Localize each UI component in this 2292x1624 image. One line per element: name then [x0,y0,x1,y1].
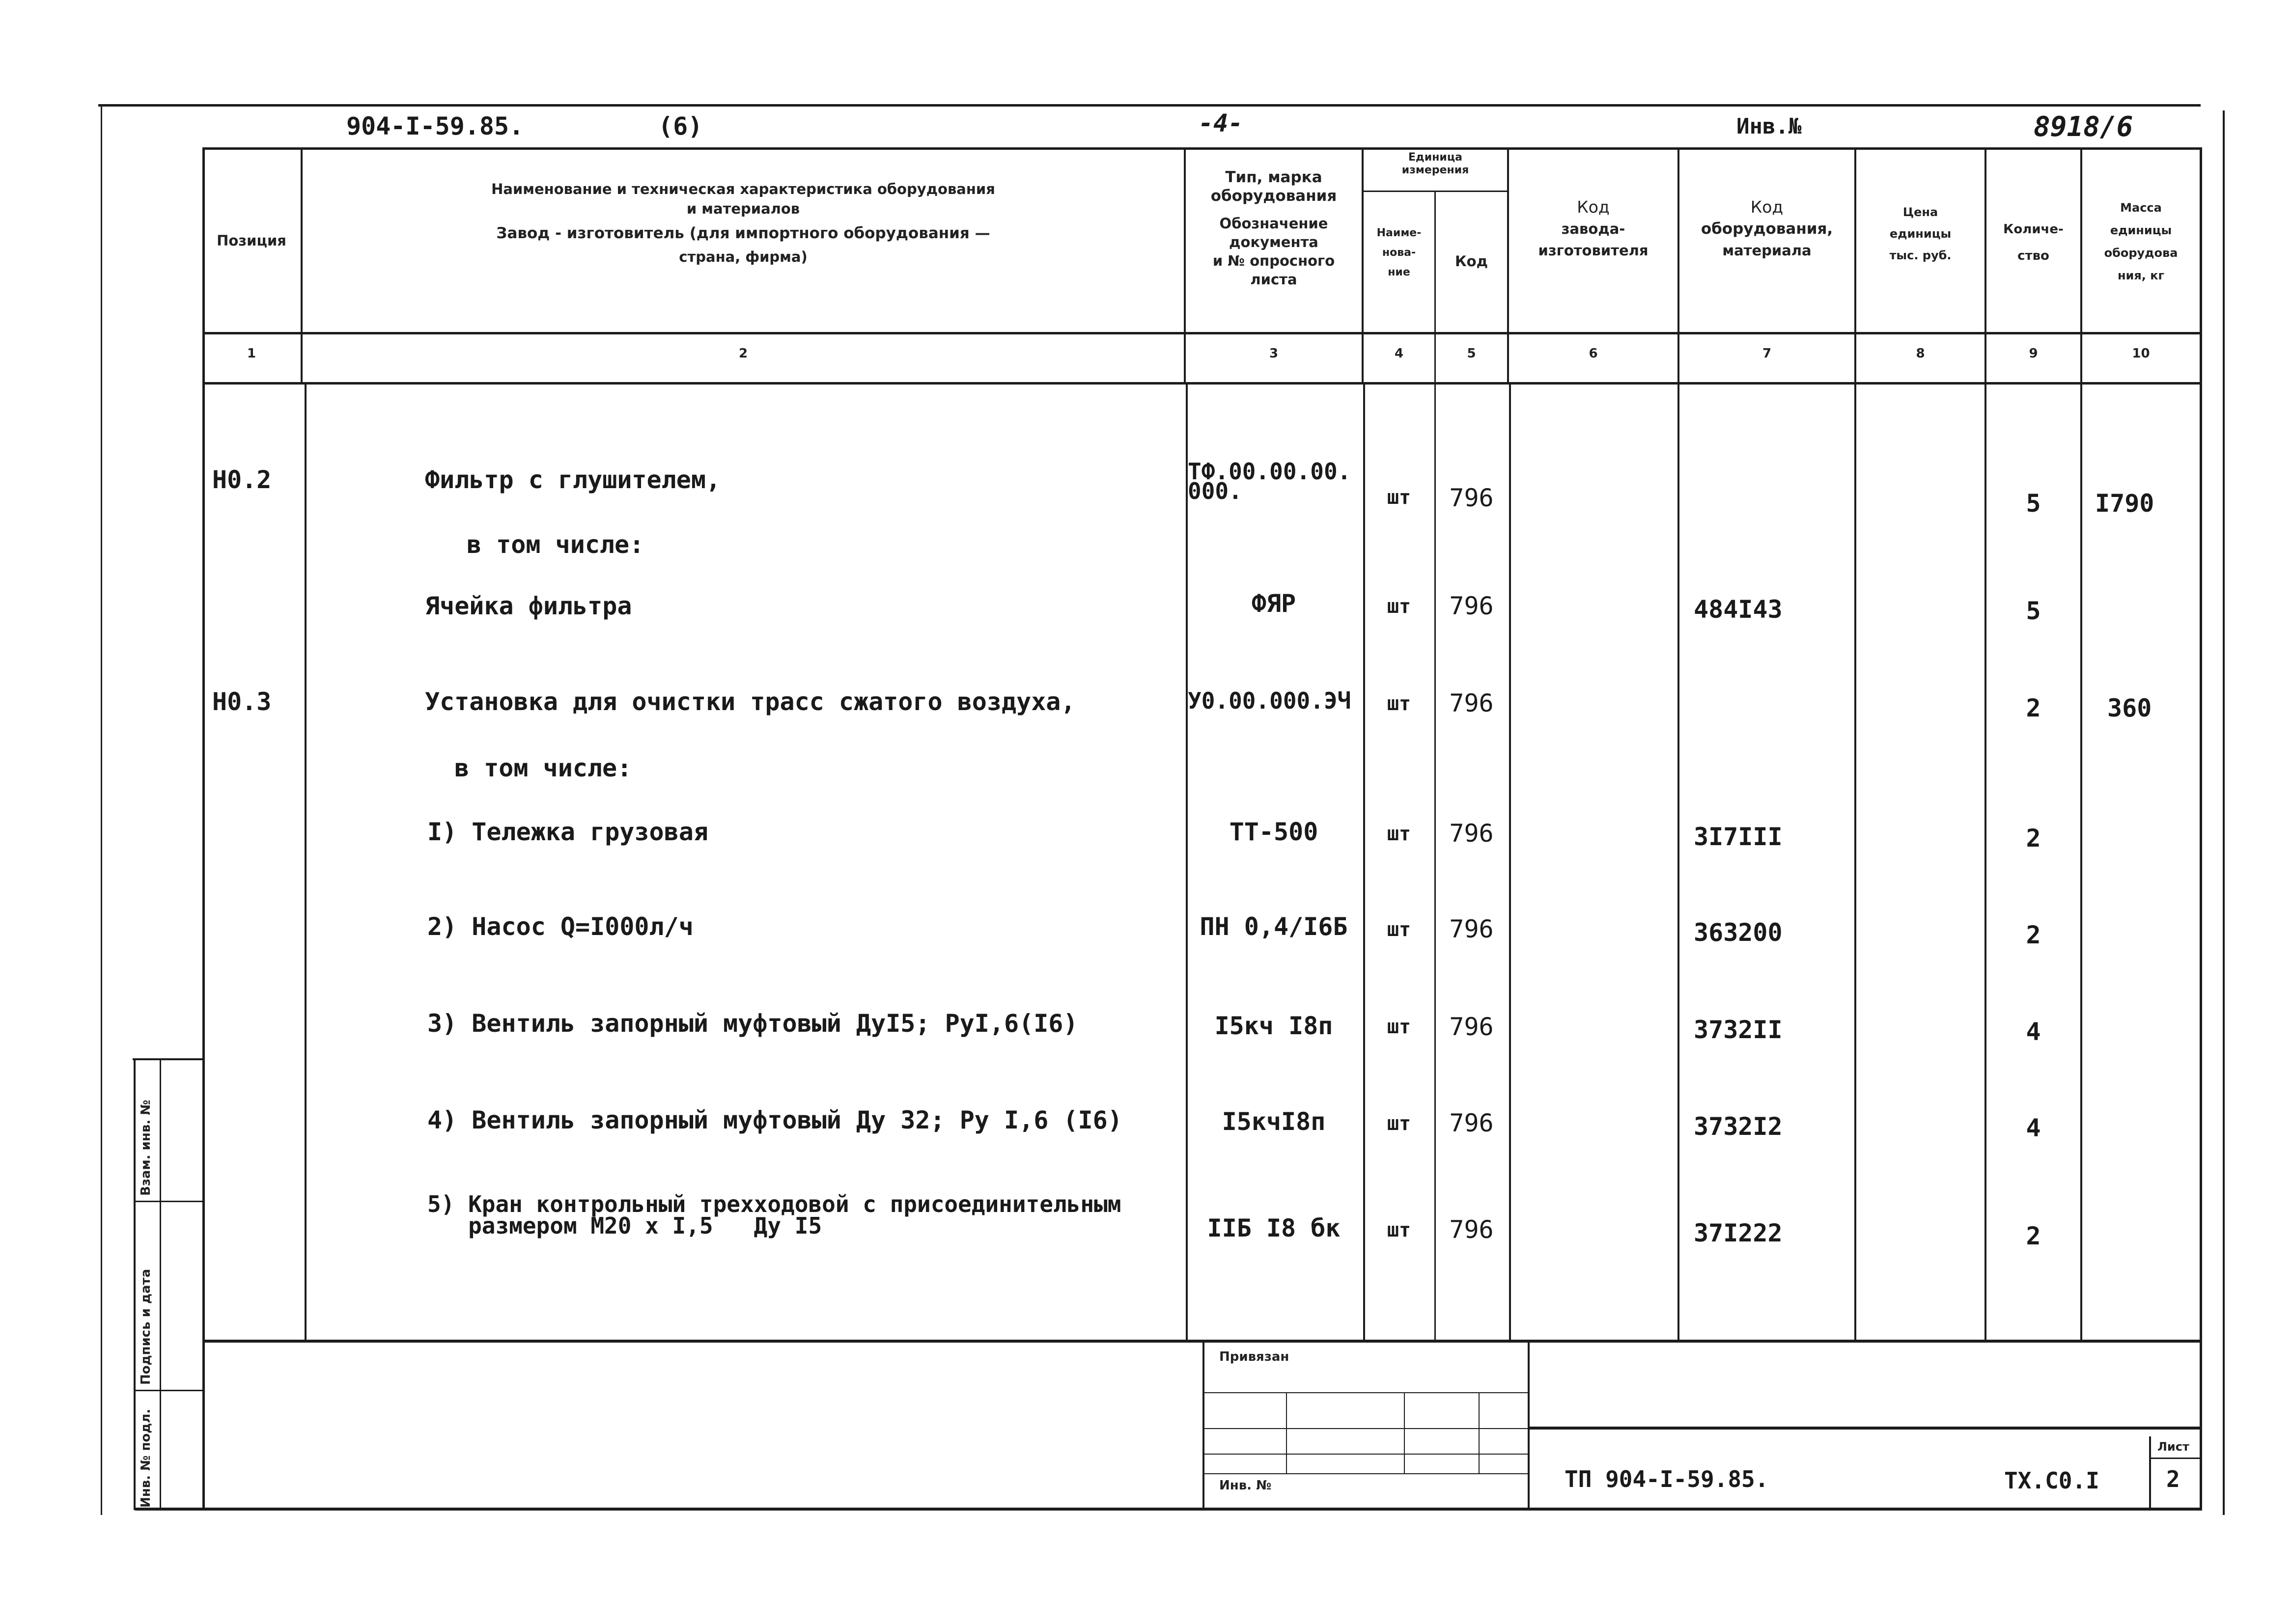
row-material-code: 3732II [1694,1016,1783,1044]
col-line [2080,385,2082,1341]
row-type: У0.00.000.ЭЧ [1188,688,1351,714]
colnum: 6 [1589,346,1598,361]
colnum-rule [202,382,2202,385]
col-line [1854,385,1856,1341]
header-line: Завод - изготовитель (для импортного оборудования — [496,224,990,242]
row-name: 2) Насос Q=I000л/ч [427,912,694,941]
row-mass: 360 [2107,694,2152,722]
row-type: ПН 0,4/I6Б [1200,912,1348,941]
header-line: Наименование и техническая характеристика оборудования [491,181,995,197]
linked-block-right [1528,1340,1530,1509]
sheet-number: 2 [2166,1466,2180,1492]
row-name: I) Тележка грузовая [427,818,708,846]
row-unit: шт [1387,823,1411,845]
header-line: единицы [2110,223,2172,237]
colnum: 1 [247,346,256,361]
row-unit-code: 796 [1449,689,1494,717]
title-block-rule [1528,1427,2202,1430]
stamp-signature-date: Подпись и дата [139,1268,153,1385]
row-name: Ячейка фильтра [425,592,632,620]
sheet-label: Лист [2157,1440,2189,1454]
row-name: 3) Вентиль запорный муфтовый ДуI5; РуI,6(I6) [427,1009,1078,1038]
colnum: 2 [738,346,748,361]
row-unit: шт [1387,486,1411,509]
colnum: 10 [2132,346,2150,361]
linked-row [1204,1473,1528,1474]
row-unit: шт [1387,692,1411,715]
col-line [1509,385,1511,1341]
footer-sheet-code: ТХ.С0.I [2004,1467,2099,1494]
header-line: листа [1250,271,1297,288]
row-material-code: 484I43 [1694,595,1783,624]
header-price [1856,201,1985,266]
col-line [1434,385,1436,1341]
sheet-cell-left [2149,1436,2151,1509]
row-name: 4) Вентиль запорный муфтовый Ду 32; Ру I,6 (I6) [427,1106,1122,1134]
colnum: 8 [1916,346,1925,361]
col-line [1363,385,1365,1341]
left-margin-rule [101,106,102,1515]
header-type [1186,168,1362,289]
header-material-code [1679,196,1854,261]
row-name: в том числе: [454,754,632,782]
col-line [1677,385,1679,1341]
row-type: ТФ.00.00.00. 000. [1188,458,1351,504]
frame-right [2200,147,2202,1510]
top-rule [98,104,2201,107]
header-line: документа [1229,234,1318,250]
header-line: ния, кг [2117,269,2165,282]
header-line: нова- [1382,247,1416,259]
row-position: Н0.2 [212,466,272,494]
page-number: -4- [1199,109,1243,138]
header-position: Позиция [217,232,286,249]
colnum: 9 [2029,346,2038,361]
frame-top [202,147,2202,150]
row-position: Н0.3 [212,688,272,716]
header-rule [202,332,2202,334]
col-line [305,385,307,1341]
row-name: Установка для очистки трасс сжатого воздуха, [425,688,1076,716]
row-type: I5кчI8п [1222,1107,1326,1136]
header-quantity [1986,216,2080,269]
linked-col [1286,1392,1287,1473]
row-quantity: 2 [2026,1222,2041,1250]
body-bottom-rule [202,1340,2202,1343]
right-margin-rule [2223,110,2225,1515]
col-line [1985,385,1986,1341]
header-line: оборудования, [1701,220,1833,238]
row-material-code: 3732I2 [1694,1112,1783,1141]
row-quantity: 2 [2026,824,2041,853]
header-line: Наиме- [1376,227,1422,239]
row-type: IIБ I8 бк [1207,1214,1341,1242]
header-line: Количе- [2003,222,2064,237]
row-unit-code: 796 [1449,484,1494,512]
colnum: 7 [1762,346,1772,361]
header-name [303,179,1184,267]
header-unit-group [1364,151,1507,177]
linked-label: Привязан [1219,1349,1289,1364]
inv-label: Инв.№ [1736,114,1802,139]
header-line: измерения [1401,164,1469,176]
row-unit: шт [1387,1016,1411,1038]
sheet-cell-top [2149,1458,2202,1459]
row-name: Фильтр с глушителем, [425,466,721,494]
linked-col [1404,1392,1405,1473]
stamp-div1 [134,1201,204,1202]
col-line [1186,385,1188,1341]
row-name: в том числе: [467,530,644,559]
header-line: тыс. руб. [1889,248,1952,262]
linked-col [1479,1392,1480,1473]
row-unit: шт [1387,595,1411,618]
header-line: изготовителя [1538,242,1649,259]
header-mass [2082,196,2200,287]
row-mass: I790 [2095,489,2154,518]
row-quantity: 2 [2026,694,2041,722]
row-unit-code: 796 [1449,819,1494,848]
header-line: Единица [1408,151,1462,164]
header-line: завода- [1561,220,1625,237]
row-unit: шт [1387,918,1411,941]
row-material-code: 37I222 [1694,1219,1783,1247]
row-name: 5) Кран контрольный трехходовой с присоединительным размером М20 х I,5 Ду I5 [427,1191,1121,1239]
row-quantity: 2 [2026,921,2041,949]
row-quantity: 4 [2026,1114,2041,1142]
colnum: 4 [1394,346,1404,361]
header-unit-code: Код [1454,253,1488,270]
header-line: ство [2017,248,2049,263]
header-line: единицы [1889,227,1952,241]
row-material-code: 363200 [1694,918,1783,947]
row-unit-code: 796 [1449,1013,1494,1041]
header-line: оборудования [1210,187,1337,205]
row-unit: шт [1387,1219,1411,1241]
issue-number: (6) [658,112,703,140]
header-line: страна, фирма) [679,248,808,265]
row-quantity: 5 [2026,597,2041,625]
row-type: ФЯР [1251,589,1296,618]
row-unit: шт [1387,1112,1411,1135]
header-line: оборудова [2104,246,2178,260]
row-material-code: 3I7III [1694,823,1783,851]
stamp-top [133,1058,204,1060]
header-line: Код [1577,197,1610,217]
header-line: Код [1750,197,1784,217]
row-unit-code: 796 [1449,1215,1494,1244]
row-quantity: 4 [2026,1018,2041,1046]
row-unit-code: 796 [1449,915,1494,943]
inv-no-label: Инв. № [1219,1478,1272,1493]
header-line: Обозначение [1219,215,1328,232]
row-quantity: 5 [2026,489,2041,518]
row-unit-code: 796 [1449,592,1494,620]
stamp-mid [160,1058,161,1510]
row-type: ТТ-500 [1229,818,1318,846]
stamp-replace-inv: Взам. инв. № [139,1100,153,1196]
linked-block-left [1202,1340,1204,1509]
header-line: и № опросного [1212,252,1335,269]
header-unit-name [1364,223,1434,282]
stamp-left [134,1058,136,1510]
header-line: и материалов [686,200,800,217]
frame-bottom [135,1508,2202,1511]
header-factory-code [1509,196,1677,261]
row-type: I5кч I8п [1214,1012,1333,1040]
header-line: Тип, марка [1225,168,1322,186]
colnum: 5 [1467,346,1476,361]
header-line: ние [1388,266,1410,278]
footer-doc-code: ТП 904-I-59.85. [1565,1466,1769,1492]
stamp-div2 [134,1390,204,1391]
header-line: Цена [1902,205,1938,219]
header-line: материала [1722,242,1812,259]
header-line: Масса [2120,201,2162,215]
inv-value: 8918/6 [2034,111,2133,143]
row-unit-code: 796 [1449,1109,1494,1137]
stamp-inv-original: Инв. № подл. [139,1408,153,1508]
colnum: 3 [1269,346,1279,361]
doc-code: 904-I-59.85. [346,112,524,140]
